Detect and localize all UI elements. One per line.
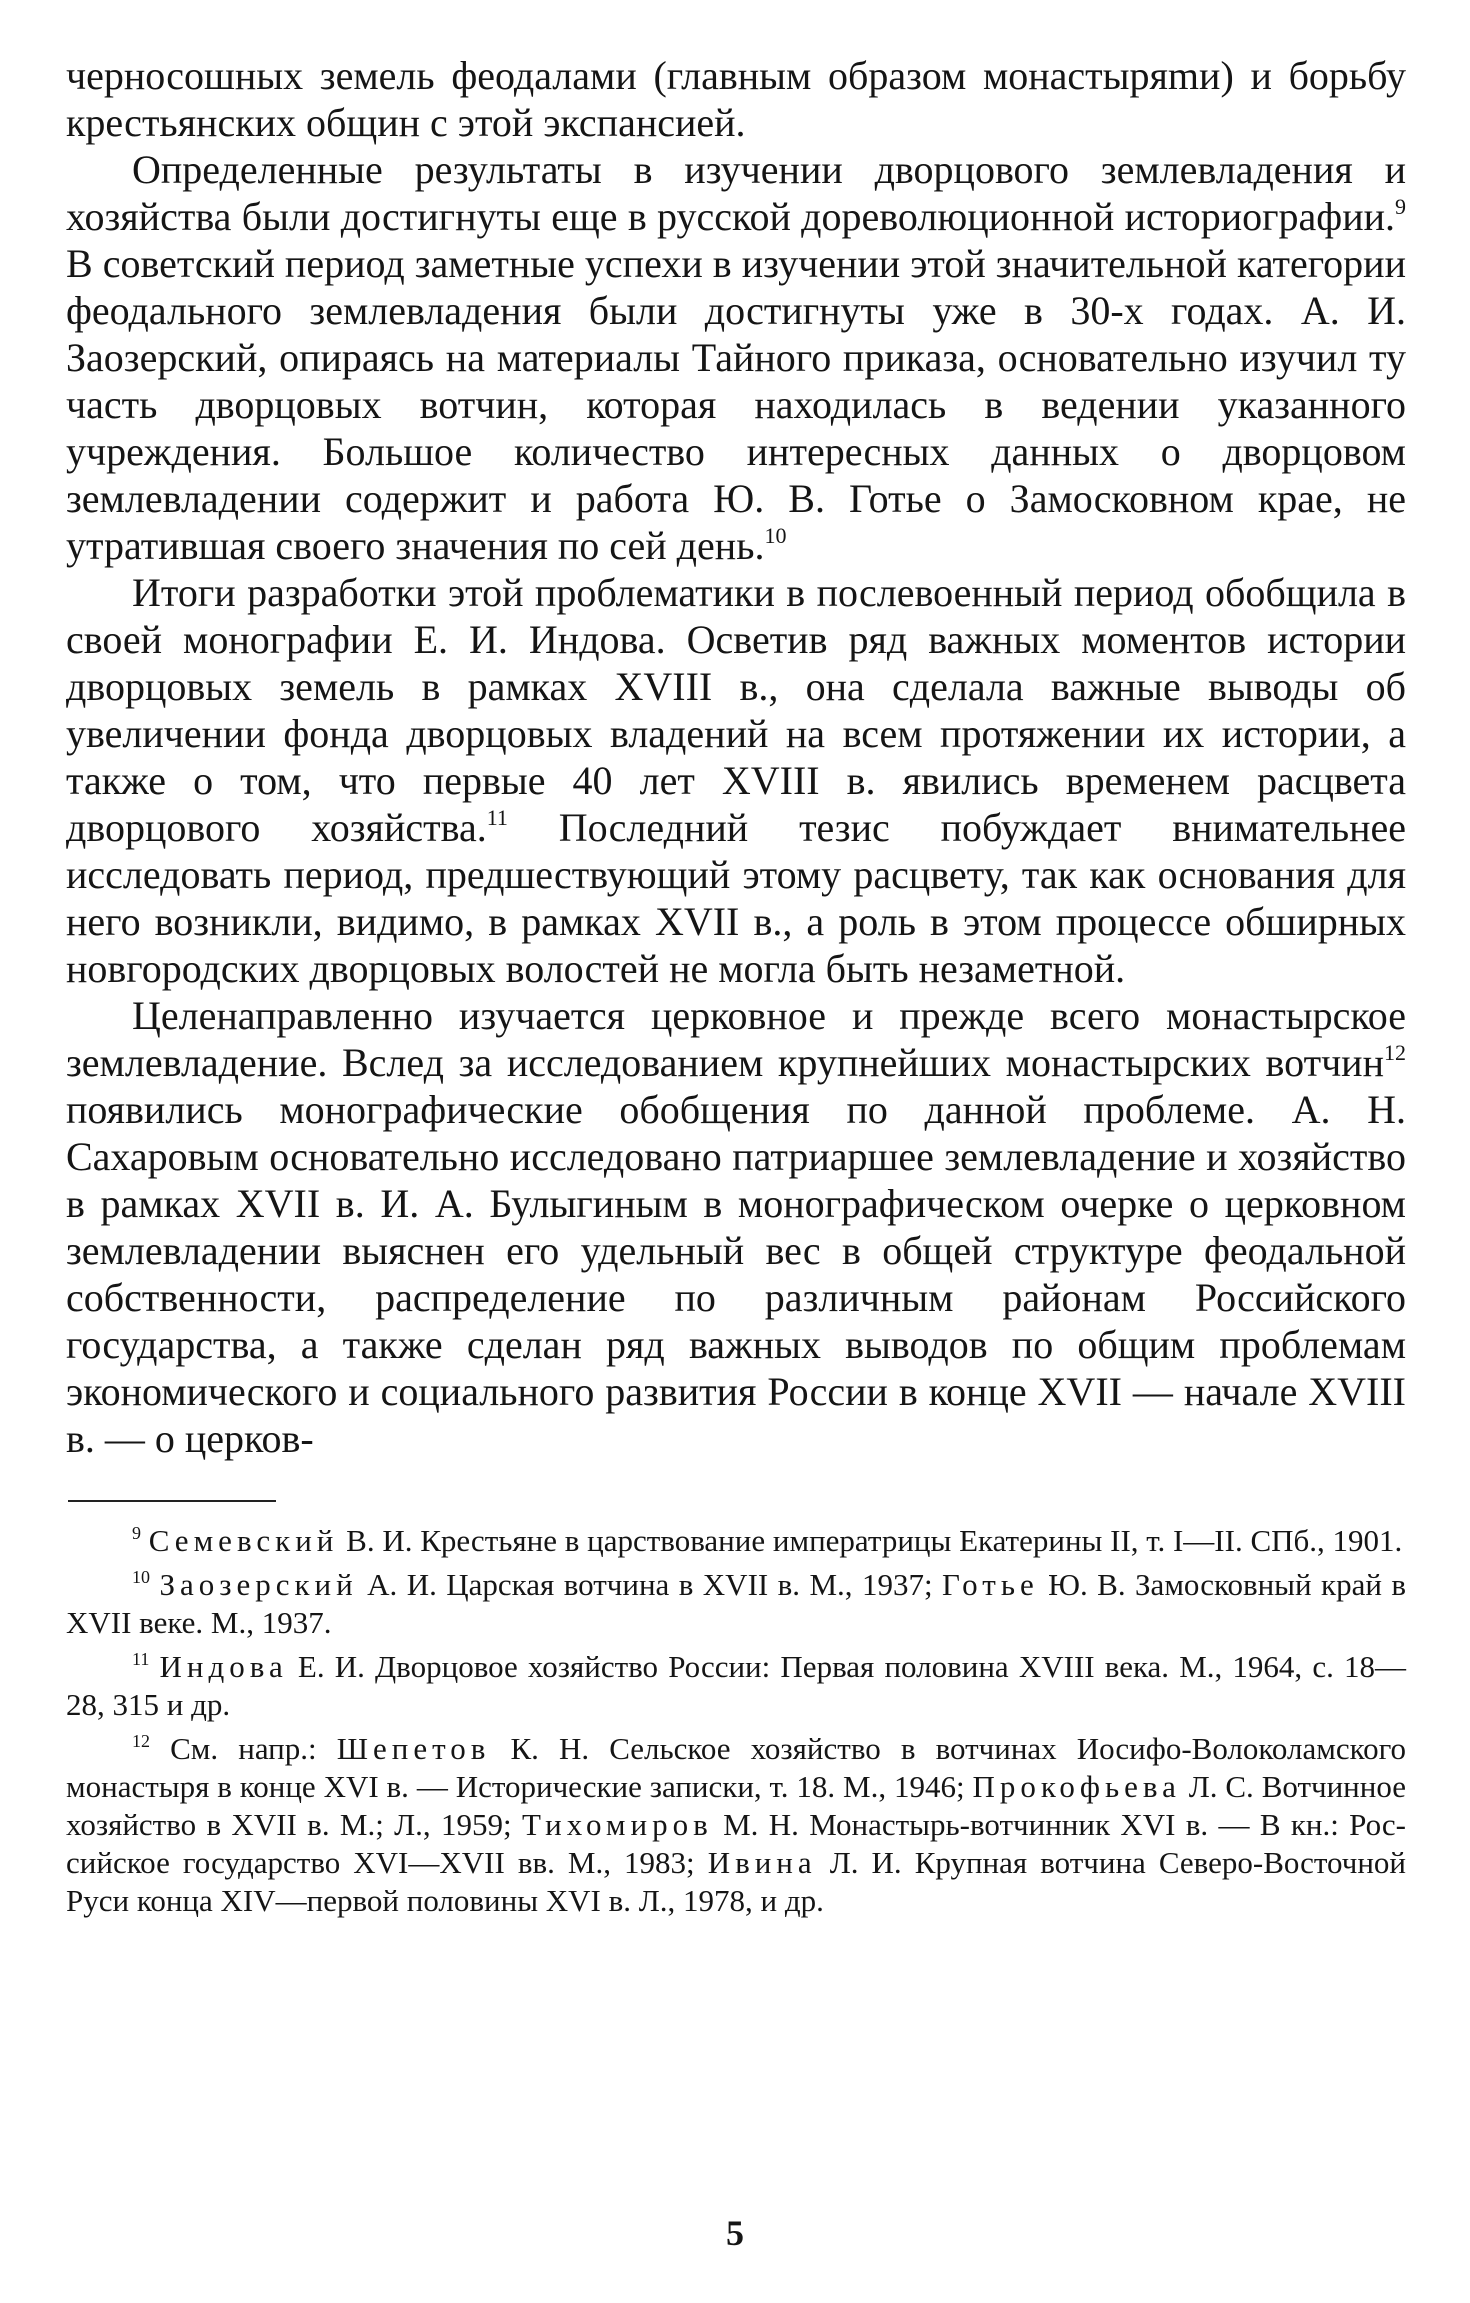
footnote-author: Прокофьева	[972, 1769, 1181, 1804]
footnote-author: Тихомиров	[521, 1807, 713, 1842]
page-number: 5	[726, 2213, 744, 2253]
footnote-ref-11[interactable]: 11	[486, 805, 508, 830]
footnote-author: Индова	[159, 1649, 288, 1684]
footnote-author: Готье	[941, 1567, 1039, 1602]
footnote-12: $^{12}$ См. напр.: Шепетов К. Н. Сельское хозяйство в вотчинах Иосифо-Волоколамского монастыря в конце XVI в. — Исторические записки, т. 18. М., 1946; Прокофьева Л. С. Вотчинное хозяйство в XVII в. М.; Л., 1959; Тихомиров М. Н. Монастырь-вотчинник XVI в. — В кн.: Российское государство XVI—XVII вв. М., 1983; Ивина Л. И. Крупная вотчина Северо-Восточной Руси конца XIV—первой половины XVI в. Л., 1978, и др.	[66, 1731, 1407, 1918]
footnote-ref-12[interactable]: 12	[1384, 1040, 1406, 1065]
footnote-author: Ивина	[707, 1845, 817, 1880]
footnote-author: Заозерский	[159, 1567, 358, 1602]
paragraph-3: Итоги разработки этой проблематики в послевоенный период обобщила в своей монографии Е. И. Индова. Осветив ряд важных моментов истории дворцовых земель в рамках XVIII в., она сделала важные выводы об увеличении фонда дворцовых владений на всем протяжении их истории, а также о том, что первые 40 лет XVIII в. явились временем расцвета дворцового хозяйства.$^{11}$ Последний тезис побуждает внимательнее исследовать период, предшествующий этому расцвету, так как основания для него возникли, видимо, в рамках XVII в., а роль в этом процессе обширных новгородских дворцовых волостей не могла быть незаметной.	[66, 570, 1407, 991]
paragraph-2: Определенные результаты в изучении дворцового землевладения и хозяйства были достигнуты еще в русской дореволюционной историографии.$^9$ В советский период заметные успехи в изучении этой значительной категории феодального землевладения были достигнуты уже в 30-х годах. А. И. Заозерский, опираясь на материалы Тайного приказа, основательно изучил ту часть дворцовых вотчин, которая находилась в ведении указанного учреждения. Большое количество интересных данных о дворцовом землевладении содержит и работа Ю. В. Готье о Замосковном крае, не утратившая своего значения по сей день.$^{10}$	[66, 147, 1406, 568]
footnote-author: Шепетов	[336, 1731, 491, 1766]
paragraph-1: черносошных земель феодалами (главным образом монастыряmи) и борьбу крестьянских общин с этой экспансией.	[66, 53, 1406, 145]
footnote-10: $^{10}$ Заозерский А. И. Царская вотчина в XVII в. М., 1937; Готье Ю. В. Замосковный край в XVII веке. М., 1937.	[66, 1567, 1406, 1640]
footnotes	[66, 1522, 1406, 1920]
footnote-ref-9[interactable]: 9	[1395, 194, 1406, 219]
book-page	[66, 52, 1406, 1926]
footnote-divider	[68, 1500, 276, 1502]
footnote-author: Семевский	[148, 1523, 339, 1558]
main-text	[66, 52, 1406, 1462]
footnote-ref-10[interactable]: 10	[764, 523, 787, 548]
paragraph-4: Целенаправленно изучается церковное и прежде всего монастырское землевладение. Вслед за исследованием крупнейших монастырских вотчин$^{12}$ появились монографические обобщения по данной проблеме. А. Н. Сахаровым основательно исследовано патриаршее землевладение и хозяйство в рамках XVII в. И. А. Булыгиным в монографическом очерке о церковном землевладении выяснен его удельный вес в общей структуре феодальной собственности, распределение по различным районам Российского государства, а также сделан ряд важных выводов по общим проблемам экономического и социального развития России в конце XVII — начале XVIII в. — о церков-	[66, 993, 1406, 1461]
footnote-11: $^{11}$ Индова Е. И. Дворцовое хозяйство России: Первая половина XVIII века. М., 1964, с. 18—28, 315 и др.	[66, 1649, 1407, 1722]
footnote-9: $^9$ Семевский В. И. Крестьяне в царствование императрицы Екатерины II, т. I—II. СПб., 1901.	[132, 1523, 1403, 1558]
